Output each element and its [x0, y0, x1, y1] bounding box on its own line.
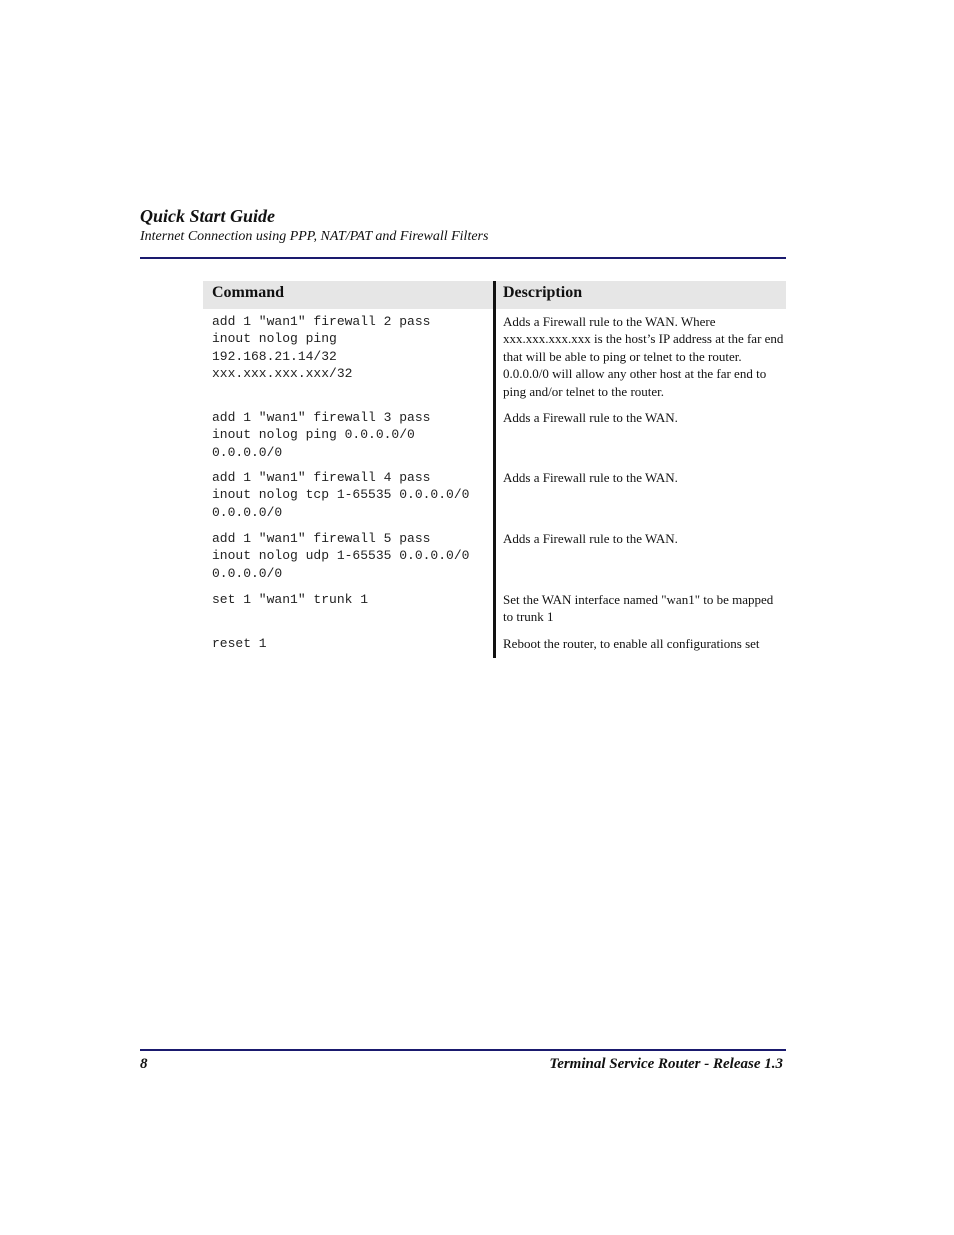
- description-cell: Adds a Firewall rule to the WAN.: [503, 531, 678, 546]
- description-cell: Set the WAN interface named "wan1" to be mapped to trunk 1: [503, 592, 774, 625]
- column-divider: [493, 281, 496, 658]
- command-cell: add 1 "wan1" firewall 2 pass inout nolog ping 192.168.21.14/32 xxx.xxx.xxx.xxx/32: [212, 314, 431, 382]
- command-cell: add 1 "wan1" firewall 5 pass inout nolog udp 1-65535 0.0.0.0/0 0.0.0.0/0: [212, 531, 470, 581]
- page-number: 8: [140, 1056, 148, 1072]
- command-cell: reset 1: [212, 636, 267, 651]
- description-cell: Adds a Firewall rule to the WAN. Where xxx.xxx.xxx.xxx is the host’s IP address at the far end that will be able to ping or telnet to the router. 0.0.0.0/0 will allow any other host at the far end to ping and/or telnet to the router.: [503, 314, 784, 399]
- description-cell: Adds a Firewall rule to the WAN.: [503, 470, 678, 485]
- footer-doc-title: Terminal Service Router - Release 1.3: [549, 1056, 783, 1072]
- command-cell: add 1 "wan1" firewall 3 pass inout nolog ping 0.0.0.0/0 0.0.0.0/0: [212, 410, 431, 460]
- command-table: [203, 281, 786, 651]
- description-cell: Adds a Firewall rule to the WAN.: [503, 410, 678, 425]
- command-cell: set 1 "wan1" trunk 1: [212, 592, 369, 607]
- footer-divider: [140, 1049, 786, 1051]
- column-header-command: Command: [212, 284, 285, 301]
- page-title: Quick Start Guide: [140, 206, 276, 226]
- header-divider: [140, 257, 786, 259]
- command-cell: add 1 "wan1" firewall 4 pass inout nolog tcp 1-65535 0.0.0.0/0 0.0.0.0/0: [212, 470, 470, 520]
- page-subtitle: Internet Connection using PPP, NAT/PAT and Firewall Filters: [140, 229, 489, 244]
- description-cell: Reboot the router, to enable all configurations set: [503, 636, 760, 651]
- column-header-description: Description: [503, 284, 583, 301]
